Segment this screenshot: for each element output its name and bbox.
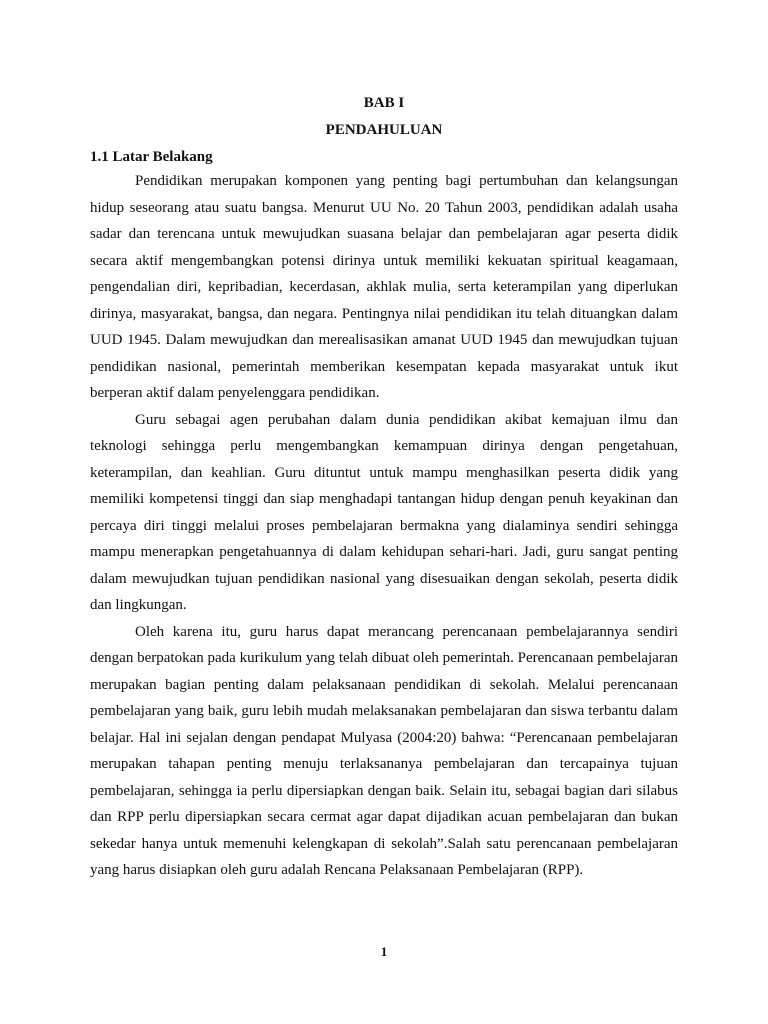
page-number: 1 <box>380 944 388 959</box>
body-text <box>90 168 678 884</box>
paragraph: Oleh karena itu, guru harus dapat merancang perencanaan pembelajarannya sendiri dengan berpatokan pada kurikulum yang telah dibuat oleh pemerintah. Perencanaan pembelajaran merupakan bagian penting dalam pelaksanaan pendidikan di sekolah. Melalui perencanaan pembelajaran yang baik, guru lebih mudah melaksanakan pembelajaran dan siswa terbantu dalam belajar. Hal ini sejalan dengan pendapat Mulyasa (2004:20) bahwa: “Perencanaan pembelajaran merupakan tahapan penting menuju terlaksananya pembelajaran dan tercapainya tujuan pembelajaran, sehingga ia perlu dipersiapkan dengan baik. Selain itu, sebagai bagian dari silabus dan RPP perlu dipersiapkan secara cermat agar dapat dijadikan acuan pembelajaran dan bukan sekedar hanya untuk memenuhi kelengkapan di sekolah”.Salah satu perencanaan pembelajaran yang harus disiapkan oleh guru adalah Rencana Pelaksanaan Pembelajaran (RPP). <box>90 623 678 878</box>
paragraph: Guru sebagai agen perubahan dalam dunia pendidikan akibat kemajuan ilmu dan teknologi sehingga perlu mengembangkan kemampuan dirinya dengan pengetahuan, keterampilan, dan keahlian. Guru dituntut untuk mampu menghasilkan peserta didik yang memiliki kompetensi tinggi dan siap menghadapi tantangan hidup dengan penuh keyakinan dan percaya diri tinggi melalui proses pembelajaran bermakna yang dialaminya sendiri sehingga mampu menerapkan pengetahuannya di dalam kehidupan sehari-hari. Jadi, guru sangat penting dalam mewujudkan tujuan pendidikan nasional yang disesuaikan dengan sekolah, peserta didik dan lingkungan. <box>90 411 678 613</box>
chapter-title: PENDAHULUAN <box>325 122 443 138</box>
paragraph: Pendidikan merupakan komponen yang penting bagi pertumbuhan dan kelangsungan hidup seseorang atau suatu bangsa. Menurut UU No. 20 Tahun 2003, pendidikan adalah usaha sadar dan terencana untuk mewujudkan suasana belajar dan pembelajaran agar peserta didik secara aktif mengembangkan potensi dirinya untuk memiliki kekuatan spiritual keagamaan, pengendalian diri, kepribadian, kecerdasan, akhlak mulia, serta keterampilan yang diperlukan dirinya, masyarakat, bangsa, dan negara. Pentingnya nilai pendidikan itu telah dituangkan dalam UUD 1945. Dalam mewujudkan dan merealisasikan amanat UUD 1945 dan mewujudkan tujuan pendidikan nasional, pemerintah memberikan kesempatan kepada masyarakat untuk ikut berperan aktif dalam penyelenggara pendidikan. <box>90 173 678 401</box>
chapter-number: BAB I <box>363 95 405 111</box>
section-title: 1.1 Latar Belakang <box>90 149 213 165</box>
